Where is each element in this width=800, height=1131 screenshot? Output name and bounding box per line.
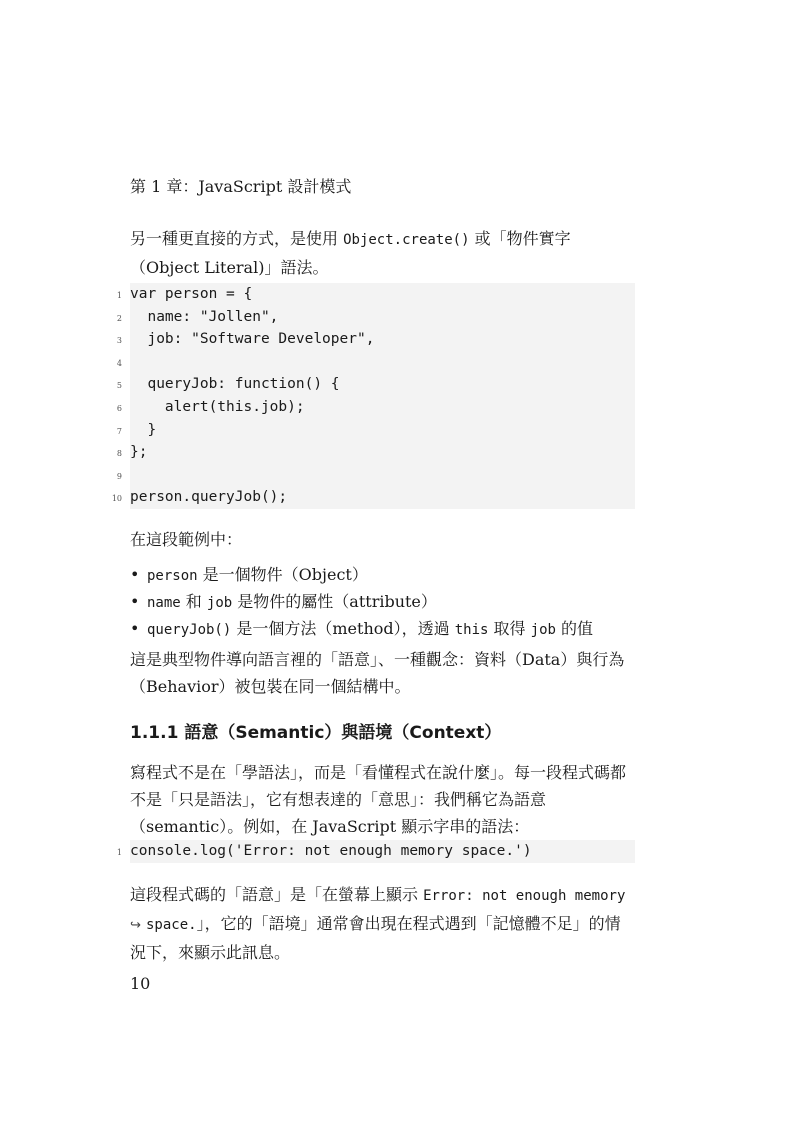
intro-text-after: 或「物件實字（Object Literal)」語法。 (130, 229, 571, 277)
line-number: 7 (116, 426, 122, 436)
closing-code: space. (146, 917, 197, 933)
bullet-text: 的值 (555, 619, 594, 638)
code-line (116, 419, 635, 442)
bullet-code: job (206, 595, 233, 611)
code-line (116, 441, 635, 464)
code-line (116, 351, 635, 374)
concept-paragraph: 這是典型物件導向語言裡的「語意」、一種觀念：資料（Data）與行為（Behavior）被包裝在同一個結構中。 (130, 650, 625, 696)
line-number: 9 (116, 471, 122, 481)
section-paragraph: 寫程式不是在「學語法」，而是「看懂程式在說什麼」。每一段程式碼都不是「只是語法」，它有想表達的「意思」：我們稱它為語意（semantic）。例如，在 JavaScript 顯示字串的語法： (130, 763, 627, 836)
bullet-list (130, 562, 635, 643)
bullet-text: 是物件的屬性（attribute） (232, 592, 437, 611)
intro-text: 另一種更直接的方式，是使用 (130, 229, 344, 248)
list-item: • person 是一個物件（Object） (130, 565, 368, 584)
section-heading: 1.1.1 語意（Semantic）與語境（Context） (130, 723, 502, 743)
line-number: 1 (116, 291, 122, 300)
code-text: job: "Software Developer", (130, 331, 375, 348)
bullet-text: 是一個方法（method），透過 (231, 619, 455, 638)
running-head: 第 1 章：JavaScript 設計模式 (130, 177, 352, 196)
code-line (116, 373, 635, 396)
bullet-text: 和 (180, 592, 207, 611)
list-item: • queryJob() 是一個方法（method），透過 this 取得 job 的值 (130, 619, 594, 638)
closing-code: Error: not enough memory (423, 888, 626, 904)
intro-paragraph (130, 225, 635, 281)
closing-text: 這段程式碼的「語意」是「在螢幕上顯示 (130, 885, 424, 904)
bullet-text: 是一個物件（Object） (197, 565, 368, 584)
code-block-person (111, 283, 635, 509)
bullet-code: this (454, 622, 489, 638)
code-text: } (130, 421, 157, 438)
code-line (111, 486, 635, 509)
code-line (116, 840, 635, 863)
continuation-arrow-icon: ↪ (130, 918, 141, 933)
bullet-code: person (147, 568, 198, 584)
code-text: name: "Jollen", (130, 308, 279, 325)
bullet-code: job (530, 622, 556, 638)
intro-code: Object.create() (343, 232, 470, 248)
closing-paragraph (130, 881, 635, 966)
code-line (116, 464, 635, 487)
bullet-code: queryJob() (147, 622, 232, 638)
line-number: 8 (116, 449, 122, 459)
code-line (116, 283, 635, 306)
code-text: alert(this.job); (130, 398, 305, 415)
code-text: var person = { (130, 286, 253, 302)
list-item: • name 和 job 是物件的屬性（attribute） (130, 592, 437, 611)
line-number: 4 (116, 358, 122, 368)
line-number: 3 (116, 336, 122, 346)
code-line (116, 328, 635, 351)
bullet-code: name (147, 595, 181, 611)
line-number: 2 (116, 313, 122, 323)
line-number: 1 (116, 848, 122, 857)
code-text: console.log('Error: not enough memory space.') (130, 843, 532, 859)
line-number: 10 (111, 494, 122, 504)
code-block-console (116, 840, 635, 863)
page-number: 10 (130, 974, 151, 993)
code-text: }; (130, 444, 148, 461)
closing-text-after: 」，它的「語境」通常會出現在程式遇到「記憶體不足」的情況下，來顯示此訊息。 (130, 914, 621, 962)
code-line (116, 306, 635, 329)
line-number: 5 (116, 381, 122, 391)
code-text: person.queryJob(); (130, 489, 288, 506)
bullet-text: 取得 (488, 619, 531, 638)
code-text: queryJob: function() { (130, 376, 340, 393)
code-line (116, 396, 635, 419)
example-intro: 在這段範例中： (130, 530, 243, 549)
line-number: 6 (116, 403, 122, 413)
